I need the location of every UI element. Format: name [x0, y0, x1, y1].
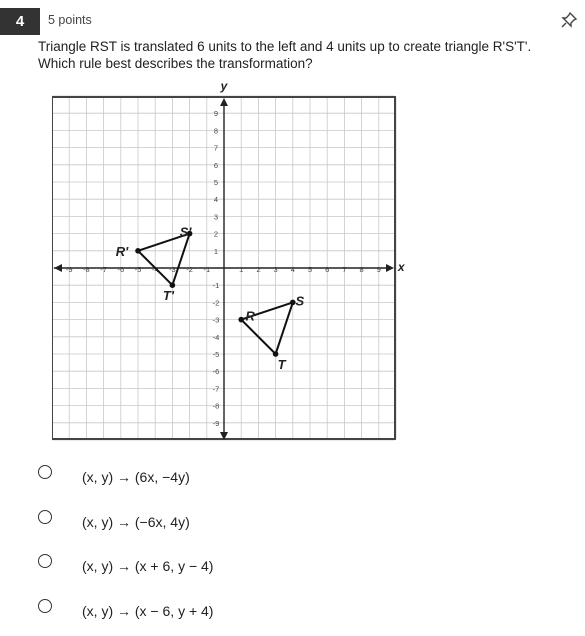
x-tick-label: -5 — [135, 265, 142, 274]
y-tick-label: -8 — [213, 402, 220, 411]
vertex-point — [273, 351, 279, 357]
y-tick-label: 3 — [214, 212, 218, 221]
y-tick-label: -9 — [213, 419, 220, 428]
x-tick-label: -9 — [66, 265, 73, 274]
radio-icon[interactable] — [38, 554, 52, 568]
question-number: 4 — [0, 8, 40, 35]
y-tick-label: -2 — [213, 298, 220, 307]
question-points: 5 points — [48, 13, 92, 27]
y-tick-label: 1 — [214, 247, 218, 256]
y-tick-label: 7 — [214, 144, 218, 153]
choice-label: (x, y) → (6x, −4y) — [82, 469, 190, 485]
pin-icon[interactable] — [560, 11, 578, 29]
vertex-label-r: R — [246, 309, 256, 324]
coordinate-graph — [52, 80, 412, 450]
y-axis-label: y — [220, 80, 229, 93]
prompt-line-2: Which rule best describes the transformation? — [38, 55, 573, 72]
x-axis-arrow-right — [386, 264, 394, 272]
x-tick-label: -6 — [117, 265, 124, 274]
x-tick-label: -4 — [152, 265, 159, 274]
answer-choices — [38, 458, 213, 636]
choice-2[interactable] — [38, 503, 213, 548]
x-tick-label: -7 — [100, 265, 107, 274]
y-tick-label: -5 — [213, 350, 220, 359]
y-axis-arrow-up — [220, 98, 228, 106]
choice-3[interactable] — [38, 547, 213, 592]
vertex-label-s-prime: S' — [180, 225, 193, 240]
y-tick-label: -7 — [213, 384, 220, 393]
choice-label: (x, y) → (−6x, 4y) — [82, 514, 190, 530]
choice-4[interactable] — [38, 592, 213, 636]
choice-label: (x, y) → (x + 6, y − 4) — [82, 558, 213, 574]
y-tick-label: -4 — [213, 333, 220, 342]
y-tick-label: -6 — [213, 367, 220, 376]
y-tick-label: 5 — [214, 178, 218, 187]
question-prompt — [38, 38, 573, 72]
y-tick-label: 8 — [214, 126, 218, 135]
x-axis-label: x — [397, 260, 406, 274]
x-tick-label: 5 — [308, 265, 312, 274]
vertex-label-t-prime: T' — [163, 288, 175, 303]
vertex-label-t: T — [278, 357, 287, 372]
radio-icon[interactable] — [38, 465, 52, 479]
x-tick-label: 8 — [360, 265, 364, 274]
x-tick-label: -2 — [186, 265, 193, 274]
vertex-label-r-prime: R' — [116, 244, 129, 259]
vertex-point — [135, 248, 141, 254]
x-tick-label: 3 — [274, 265, 278, 274]
choice-label: (x, y) → (x − 6, y + 4) — [82, 603, 213, 619]
radio-icon[interactable] — [38, 510, 52, 524]
y-tick-label: 6 — [214, 161, 218, 170]
x-tick-label: 9 — [377, 265, 381, 274]
x-tick-label: 7 — [342, 265, 346, 274]
x-tick-label: -3 — [169, 265, 176, 274]
x-axis-arrow-left — [54, 264, 62, 272]
y-tick-label: -1 — [213, 281, 220, 290]
y-tick-label: 4 — [214, 195, 218, 204]
x-tick-label: 1 — [239, 265, 243, 274]
prompt-line-1: Triangle RST is translated 6 units to the left and 4 units up to create triangle R'S'T'. — [38, 38, 573, 55]
x-tick-label: -8 — [83, 265, 90, 274]
y-tick-label: -3 — [213, 316, 220, 325]
x-tick-label: 2 — [256, 265, 260, 274]
x-tick-label: 4 — [291, 265, 295, 274]
vertex-point — [170, 282, 176, 288]
y-tick-label: 9 — [214, 109, 218, 118]
triangle-rst-prime — [138, 234, 190, 286]
vertex-label-s: S — [295, 293, 304, 308]
vertex-point — [238, 317, 244, 323]
x-tick-label: -1 — [203, 265, 210, 274]
radio-icon[interactable] — [38, 599, 52, 613]
choice-1[interactable] — [38, 458, 213, 503]
x-tick-label: 6 — [325, 265, 329, 274]
y-tick-label: 2 — [214, 230, 218, 239]
